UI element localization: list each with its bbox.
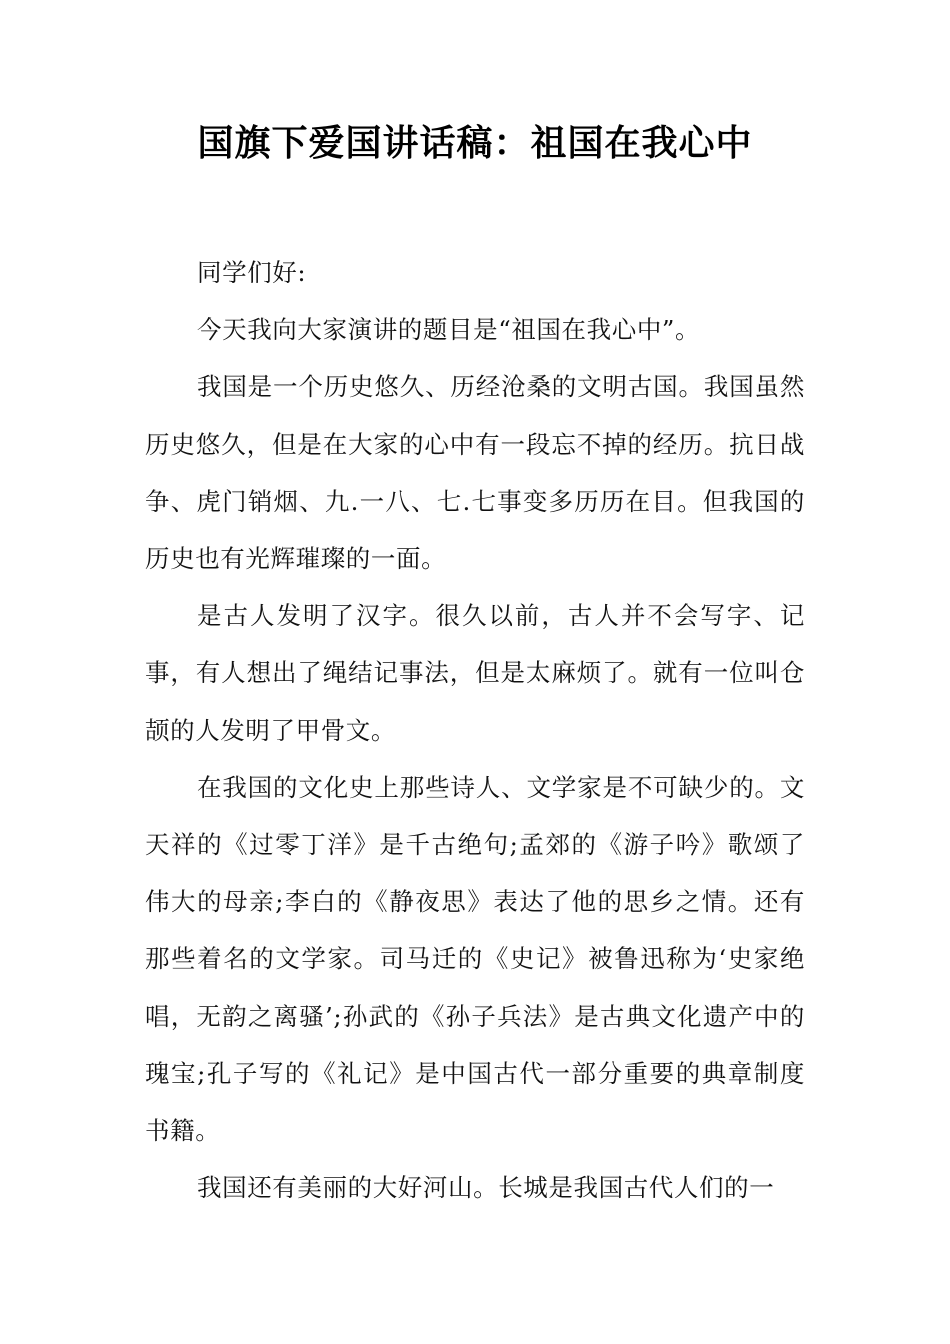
paragraph-history: 我国是一个历史悠久、历经沧桑的文明古国。我国虽然历史悠久，但是在大家的心中有一段忘不掉的经历。抗日战争、虎门销烟、九.一八、七.七事变多历历在目。但我国的历史也有光辉璀璨的一面。 xyxy=(145,372,805,574)
paragraph-topic: 今天我向大家演讲的题目是“祖国在我心中”。 xyxy=(197,315,701,345)
paragraph-literature: 在我国的文化史上那些诗人、文学家是不可缺少的。文天祥的《过零丁洋》是千古绝句;孟郊的《游子吟》歌颂了伟大的母亲;李白的《静夜思》表达了他的思乡之情。还有那些着名的文学家。司马迁的《史记》被鲁迅称为‘史家绝唱，无韵之离骚’;孙武的《孙子兵法》是古典文化遗产中的瑰宝;孔子写的《礼记》是中国古代一部分重要的典章制度书籍。 xyxy=(145,772,805,1146)
paragraph-landscape: 我国还有美丽的大好河山。长城是我国古代人们的一 xyxy=(197,1173,775,1203)
document-title: 国旗下爱国讲话稿：祖国在我心中 xyxy=(197,123,753,164)
paragraph-greeting: 同学们好: xyxy=(197,258,307,287)
paragraph-chinese-characters: 是古人发明了汉字。很久以前，古人并不会写字、记事，有人想出了绳结记事法，但是太麻烦了。就有一位叫仓颉的人发明了甲骨文。 xyxy=(145,601,805,745)
document-body xyxy=(145,244,805,1216)
